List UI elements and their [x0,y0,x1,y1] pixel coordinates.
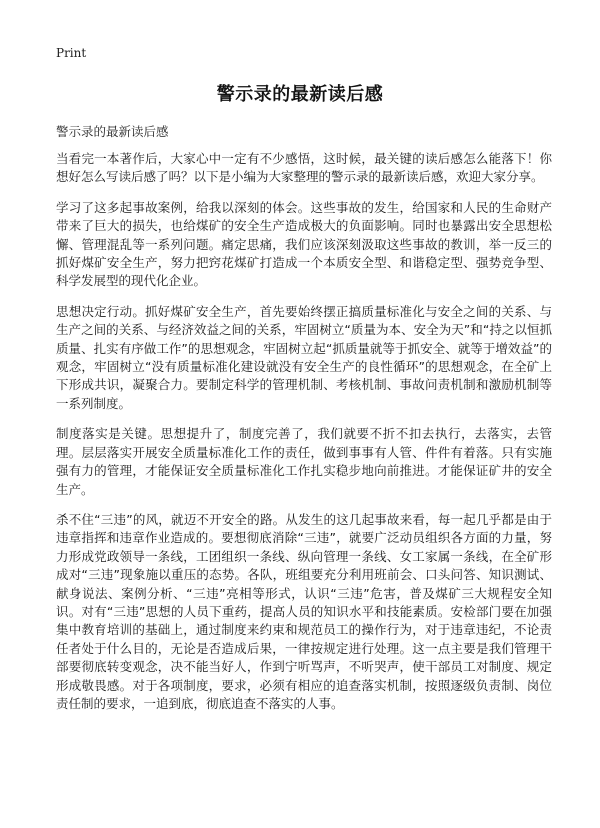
article-subtitle: 警示录的最新读后感 [56,124,169,139]
paragraph-intro: 当看完一本著作后，大家心中一定有不少感悟，这时候，最关键的读后感怎么能落下！你想好怎么写读后感了吗？以下是小编为大家整理的警示录的最新读后感，欢迎大家分享。 [56,151,552,185]
print-link[interactable]: Print [56,46,87,60]
paragraph-system: 制度落实是关键。思想提升了，制度完善了，我们就要不折不扣去执行，去落实，去管理。层层落实开展安全质量标准化工作的责任，做到事事有人管、件件有着落。只有实施强有力的管理，才能保证安全质量标准化工作扎实稳步地向前推进。才能保证矿井的安全生产。 [56,426,552,497]
article-body [56,150,552,725]
paragraph-thinking: 思想决定行动。抓好煤矿安全生产，首先要始终摆正搞质量标准化与安全之间的关系、与生产之间的关系、与经济效益之间的关系，牢固树立“质量为本、安全为天”和“持之以恒抓质量、扎实有序做工作”的思想观念，牢固树立起“抓质量就等于抓安全、就等于增效益”的观念，牢固树立“没有质量标准化建设就没有安全生产的良性循环”的思想观念，在全矿上下形成共识，凝聚合力。要制定科学的管理机制、考核机制、事故问责机制和激励机制等一系列制度。 [56,303,552,411]
paragraph-lessons: 学习了这多起事故案例，给我以深刻的体会。这些事故的发生，给国家和人民的生命财产带来了巨大的损失，也给煤矿的安全生产造成极大的负面影响。同时也暴露出安全思想松懈、管理混乱等一系列问题。痛定思痛，我们应该深刻汲取这些事故的教训，举一反三的抓好煤矿安全生产，努力把窍花煤矿打造成一个本质安全型、和谐稳定型、强势竞争型、科学发展型的现代化企业。 [56,199,552,289]
paragraph-violations: 杀不住“三违”的风，就迈不开安全的路。从发生的这几起事故来看，每一起几乎都是由于违章指挥和违章作业造成的。要想彻底消除“三违”，就要广泛动员组织各方面的力量，努力形成党政领导一条线，工团组织一条线、纵向管理一条线、女工家属一条线，在全矿形成对“三违”现象施以重压的态势。各队，班组要充分利用班前会、口头问答、知识测试、献身说法、案例分析、“三违”亮相等形式，认识“三违”危害，普及煤矿三大规程安全知识。对有“三违”思想的人员下重药，提高人员的知识水平和技能素质。安检部门要在加强集中教育培训的基础上，通过制度来约束和规范员工的操作行为，对于违章违纪，不论责任者处于什么目的，无论是否造成后果，一律按规定进行处理。这一点主要是我们管理干部要彻底转变观念，决不能当好人，作到宁听骂声，不听哭声，使干部员工对制度、规定形成敬畏感。对于各项制度，要求，必须有相应的追查落实机制，按照逐级负责制、岗位责任制的要求，一追到底，彻底追查不落实的人事。 [56,511,552,711]
page-title: 警示录的最新读后感 [216,84,384,105]
